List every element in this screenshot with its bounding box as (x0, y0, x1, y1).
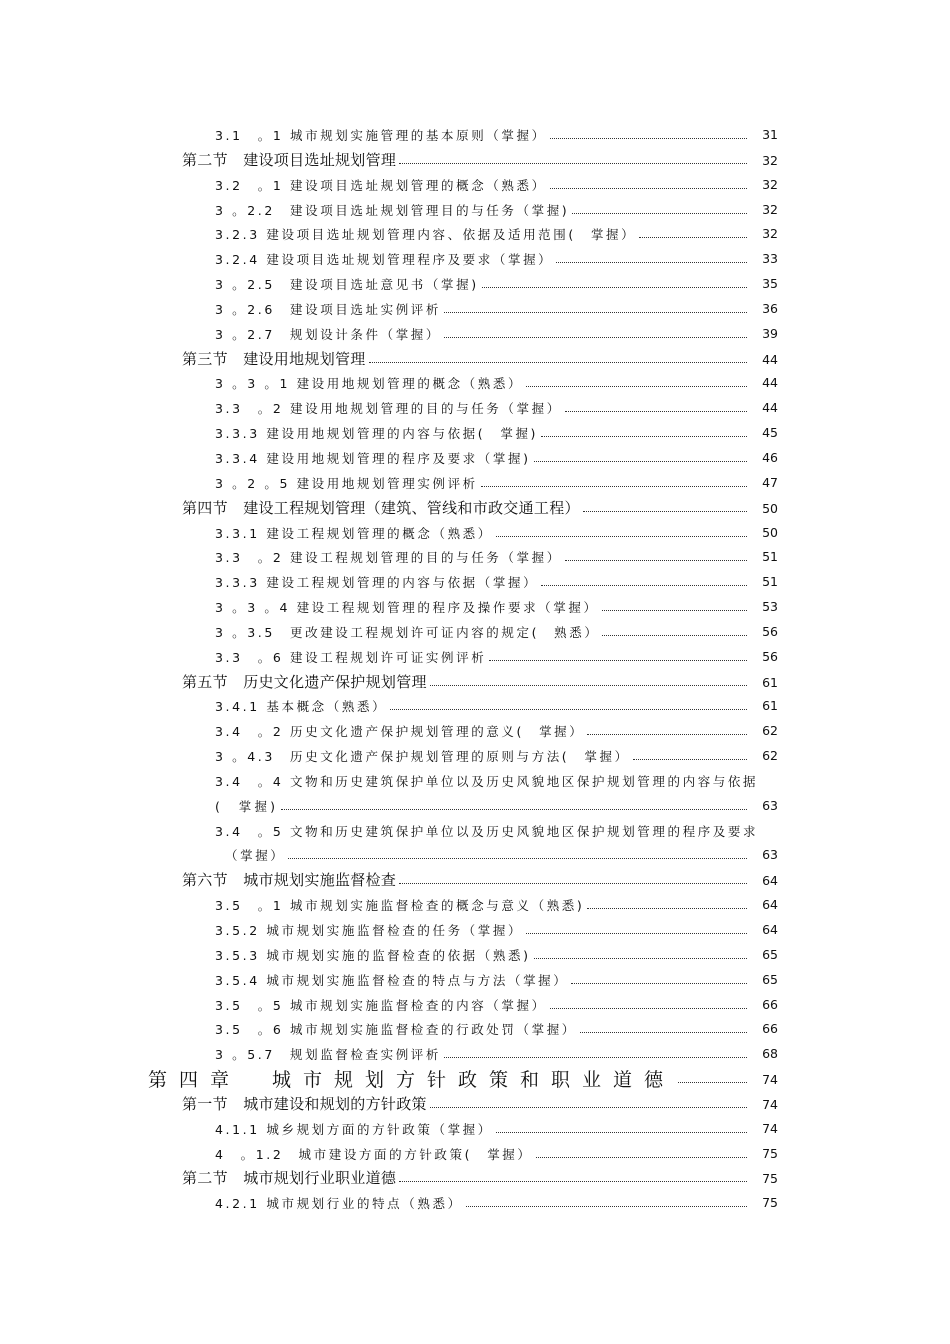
toc-entry-label: 3.5 。1 城市规划实施监督检查的概念与意义（熟悉) (215, 898, 585, 914)
toc-entry-label: 3.2.3 建设项目选址规划管理内容、依据及适用范围( 掌握） (215, 227, 637, 243)
toc-subsection-entry (0, 397, 950, 422)
toc-page-number: 47 (762, 474, 778, 490)
toc-entry-label: ( 掌握) (215, 798, 279, 814)
toc-page-number: 74 (762, 1120, 778, 1136)
toc-page-number: 44 (762, 351, 778, 367)
toc-entry-label: 3 。2.7 规划设计条件（掌握） (215, 326, 442, 342)
toc-entry-label: 3.3 。6 建设工程规划许可证实例评析 (215, 649, 487, 665)
toc-entry-label: 3.5.2 城市规划实施监督检查的任务（掌握） (215, 923, 524, 938)
toc-subsection-entry (0, 323, 950, 348)
toc-page-number: 62 (762, 748, 778, 764)
toc-section-entry (0, 497, 950, 522)
toc-leader-dots (466, 1206, 747, 1207)
toc-page-number: 51 (762, 549, 778, 565)
toc-leader-dots (565, 560, 747, 561)
toc-leader-dots (550, 138, 747, 139)
toc-entry-label: 3.4 。5 文物和历史建筑保护单位以及历史风貌地区保护规划管理的程序及要求 (215, 823, 759, 839)
toc-page-number: 74 (762, 1096, 778, 1112)
toc-subsection-entry (0, 646, 950, 671)
toc-page-number: 65 (762, 971, 778, 987)
toc-page-number: 61 (762, 698, 778, 714)
toc-entry-label: 3.3.3 建设工程规划管理的内容与依据（掌握） (215, 575, 539, 591)
toc-leader-dots (639, 237, 747, 238)
toc-leader-dots (481, 486, 747, 487)
toc-subsection-entry (0, 720, 950, 745)
toc-subsection-entry (0, 422, 950, 447)
toc-entry-label: 3.5.4 城市规划实施监督检查的特点与方法（掌握） (215, 972, 569, 988)
toc-subsection-entry (0, 1018, 950, 1043)
toc-page-number: 44 (762, 400, 778, 416)
toc-leader-dots (541, 585, 747, 586)
toc-subsection-entry (0, 1192, 950, 1217)
toc-page-number: 75 (762, 1145, 778, 1161)
toc-entry-label: 3.3 。2 建设用地规划管理的目的与任务（掌握） (215, 401, 562, 417)
toc-entry-label: 4.2.1 城市规划行业的特点（熟悉） (215, 1196, 463, 1212)
toc-entry-label: 3.4 。2 历史文化遗产保护规划管理的意义( 掌握） (215, 724, 585, 740)
toc-entry-label: 第六节 城市规划实施监督检查 (182, 871, 397, 890)
toc-subsection-entry (0, 745, 950, 770)
toc-entry-label: 3.4.1 基本概念（熟悉） (215, 699, 388, 715)
toc-entry-label: 3.3 。2 建设工程规划管理的目的与任务（掌握） (215, 550, 562, 566)
toc-entry-label: 3 。2.5 建设项目选址意见书（掌握) (215, 277, 479, 293)
toc-leader-dots (281, 809, 747, 810)
toc-leader-dots (534, 461, 747, 462)
toc-leader-dots (602, 610, 747, 611)
toc-entry-label: 3.5 。5 城市规划实施监督检查的内容（掌握） (215, 997, 547, 1013)
toc-leader-dots (541, 436, 747, 437)
toc-leader-dots (444, 1057, 747, 1058)
toc-page-number: 32 (762, 152, 778, 168)
toc-leader-dots (489, 660, 747, 661)
toc-subsection-entry (0, 969, 950, 994)
toc-subsection-entry (0, 199, 950, 224)
toc-entry-label: 第四章 城市规划方针政策和职业道德 (148, 1069, 676, 1092)
toc-leader-dots (633, 759, 747, 760)
toc-subsection-entry (0, 248, 950, 273)
toc-page-number: 33 (762, 251, 778, 267)
toc-leader-dots (571, 983, 747, 984)
toc-page-number: 50 (762, 524, 778, 540)
toc-leader-dots (534, 958, 747, 959)
toc-page-number: 56 (762, 648, 778, 664)
toc-leader-dots (565, 411, 747, 412)
toc-subsection-entry (0, 994, 950, 1019)
toc-subsection-entry (0, 770, 950, 795)
toc-page-number: 66 (762, 996, 778, 1012)
toc-leader-dots (580, 1032, 747, 1033)
toc-leader-dots (602, 635, 747, 636)
toc-leader-dots (583, 511, 747, 512)
toc-leader-dots (587, 908, 747, 909)
toc-subsection-entry (0, 447, 950, 472)
toc-entry-label: 3 。5.7 规划监督检查实例评析 (215, 1047, 442, 1063)
toc-page-number: 56 (762, 623, 778, 639)
toc-entry-label: 第四节 建设工程规划管理（建筑、管线和市政交通工程） (182, 498, 580, 517)
toc-subsection-entry (0, 174, 950, 199)
toc-page-number: 63 (762, 847, 778, 863)
toc-leader-dots (556, 262, 747, 263)
toc-page-number: 32 (762, 226, 778, 242)
toc-page-number: 64 (762, 873, 778, 889)
toc-leader-dots (550, 1008, 747, 1009)
toc-leader-dots (399, 1181, 747, 1182)
toc-page-number: 39 (762, 325, 778, 341)
toc-entry-label: 第五节 历史文化遗产保护规划管理 (182, 672, 427, 691)
toc-page-number: 74 (762, 1072, 778, 1088)
toc-leader-dots (482, 287, 747, 288)
toc-page-number: 36 (762, 300, 778, 316)
toc-leader-dots (587, 734, 747, 735)
toc-subsection-entry (0, 695, 950, 720)
toc-entry-label: 3 。4.3 历史文化遗产保护规划管理的原则与方法( 掌握） (215, 749, 630, 765)
toc-subsection-entry (0, 795, 950, 820)
toc-leader-dots (390, 709, 747, 710)
toc-page-number: 31 (762, 127, 778, 142)
toc-entry-label: 3 。2.2 建设项目选址规划管理目的与任务（掌握) (215, 202, 570, 218)
toc-entry-label: 3 。3.5 更改建设工程规划许可证内容的规定( 熟悉） (215, 624, 600, 640)
toc-entry-label: 3 。2.6 建设项目选址实例评析 (215, 301, 442, 317)
toc-page-number: 68 (762, 1046, 778, 1062)
toc-section-entry (0, 869, 950, 894)
toc-subsection-entry (0, 820, 950, 845)
toc-page-number: 46 (762, 449, 778, 465)
toc-leader-dots (496, 1132, 747, 1133)
toc-section-entry (0, 1167, 950, 1192)
toc-entry-label: 4.1.1 城乡规划方面的方针政策（掌握） (215, 1121, 493, 1137)
toc-leader-dots (444, 312, 747, 313)
toc-entry-label: 3 。3 。4 建设工程规划管理的程序及操作要求（掌握） (215, 600, 599, 616)
toc-chapter-entry (0, 1068, 950, 1093)
toc-subsection-entry (0, 944, 950, 969)
toc-subsection-entry (0, 273, 950, 298)
toc-section-entry (0, 1093, 950, 1118)
toc-subsection-entry (0, 546, 950, 571)
toc-page-number: 65 (762, 946, 778, 962)
toc-leader-dots (550, 188, 747, 189)
toc-leader-dots (526, 933, 747, 934)
toc-leader-dots (430, 1107, 747, 1108)
toc-leader-dots (536, 1157, 747, 1158)
toc-entry-label: 3.3.3 建设用地规划管理的内容与依据( 掌握) (215, 426, 539, 442)
toc-subsection-entry (0, 621, 950, 646)
toc-entry-label: 第三节 建设用地规划管理 (182, 349, 366, 368)
toc-page-number: 35 (762, 276, 778, 292)
toc-subsection-entry (0, 596, 950, 621)
toc-page-number: 32 (762, 176, 778, 192)
toc-entry-label: 3.2 。1 建设项目选址规划管理的概念（熟悉） (215, 177, 547, 193)
toc-subsection-entry (0, 223, 950, 248)
toc-entry-label: 3.1 。1 城市规划实施管理的基本原则（掌握） (215, 128, 547, 143)
toc-entry-label: 3.5.3 城市规划实施的监督检查的依据（熟悉) (215, 947, 531, 963)
toc-entry-label: 3 。3 。1 建设用地规划管理的概念（熟悉） (215, 376, 524, 392)
toc-subsection-entry (0, 919, 950, 944)
toc-page-number: 51 (762, 574, 778, 590)
toc-page-number: 62 (762, 723, 778, 739)
toc-subsection-entry (0, 844, 950, 869)
toc-subsection-entry (0, 571, 950, 596)
toc-entry-label: 第二节 城市规划行业职业道德 (182, 1169, 397, 1188)
toc-leader-dots (526, 386, 747, 387)
toc-leader-dots (399, 883, 747, 884)
toc-subsection-entry (0, 522, 950, 547)
toc-entry-label: 4 。1.2 城市建设方面的方针政策( 掌握） (215, 1146, 533, 1162)
toc-page-number: 64 (762, 897, 778, 913)
toc-section-entry (0, 671, 950, 696)
toc-subsection-entry (0, 372, 950, 397)
toc-entry-label: 3.3.1 建设工程规划管理的概念（熟悉） (215, 525, 493, 541)
toc-entry-label: （掌握） (225, 848, 286, 864)
toc-leader-dots (288, 858, 747, 859)
toc-entry-label: 第一节 城市建设和规划的方针政策 (182, 1094, 427, 1113)
toc-section-entry (0, 149, 950, 174)
toc-page-number: 64 (762, 922, 778, 937)
toc-subsection-entry (0, 472, 950, 497)
toc-page-number: 75 (762, 1171, 778, 1187)
toc-page-number: 44 (762, 375, 778, 391)
toc-subsection-entry (0, 124, 950, 149)
toc-subsection-entry (0, 1143, 950, 1168)
toc-leader-dots (369, 362, 747, 363)
toc-page-number: 66 (762, 1021, 778, 1037)
toc-leader-dots (572, 213, 747, 214)
toc-entry-label: 3.3.4 建设用地规划管理的程序及要求（掌握) (215, 450, 531, 466)
toc-leader-dots (444, 337, 747, 338)
toc-entry-label: 3.4 。4 文物和历史建筑保护单位以及历史风貌地区保护规划管理的内容与依据 (215, 773, 759, 789)
toc-leader-dots (678, 1082, 747, 1083)
toc-leader-dots (430, 685, 747, 686)
toc-section-entry (0, 348, 950, 373)
toc-entry-label: 3 。2 。5 建设用地规划管理实例评析 (215, 475, 478, 491)
toc-subsection-entry (0, 1118, 950, 1143)
toc-page-number: 61 (762, 674, 778, 690)
toc-subsection-entry (0, 894, 950, 919)
toc-page-number: 50 (762, 500, 778, 516)
toc-page-number: 32 (762, 201, 778, 217)
toc-leader-dots (399, 163, 747, 164)
toc-entry-label: 3.5 。6 城市规划实施监督检查的行政处罚（掌握） (215, 1022, 577, 1038)
toc-subsection-entry (0, 298, 950, 323)
toc-page-number: 53 (762, 599, 778, 615)
toc-leader-dots (496, 536, 747, 537)
toc-entry-label: 3.2.4 建设项目选址规划管理程序及要求（掌握） (215, 252, 554, 268)
toc-page-number: 75 (762, 1195, 778, 1211)
toc-entry-label: 第二节 建设项目选址规划管理 (182, 150, 397, 169)
table-of-contents (0, 124, 950, 1217)
toc-page-number: 45 (762, 425, 778, 441)
toc-page-number: 63 (762, 797, 778, 813)
